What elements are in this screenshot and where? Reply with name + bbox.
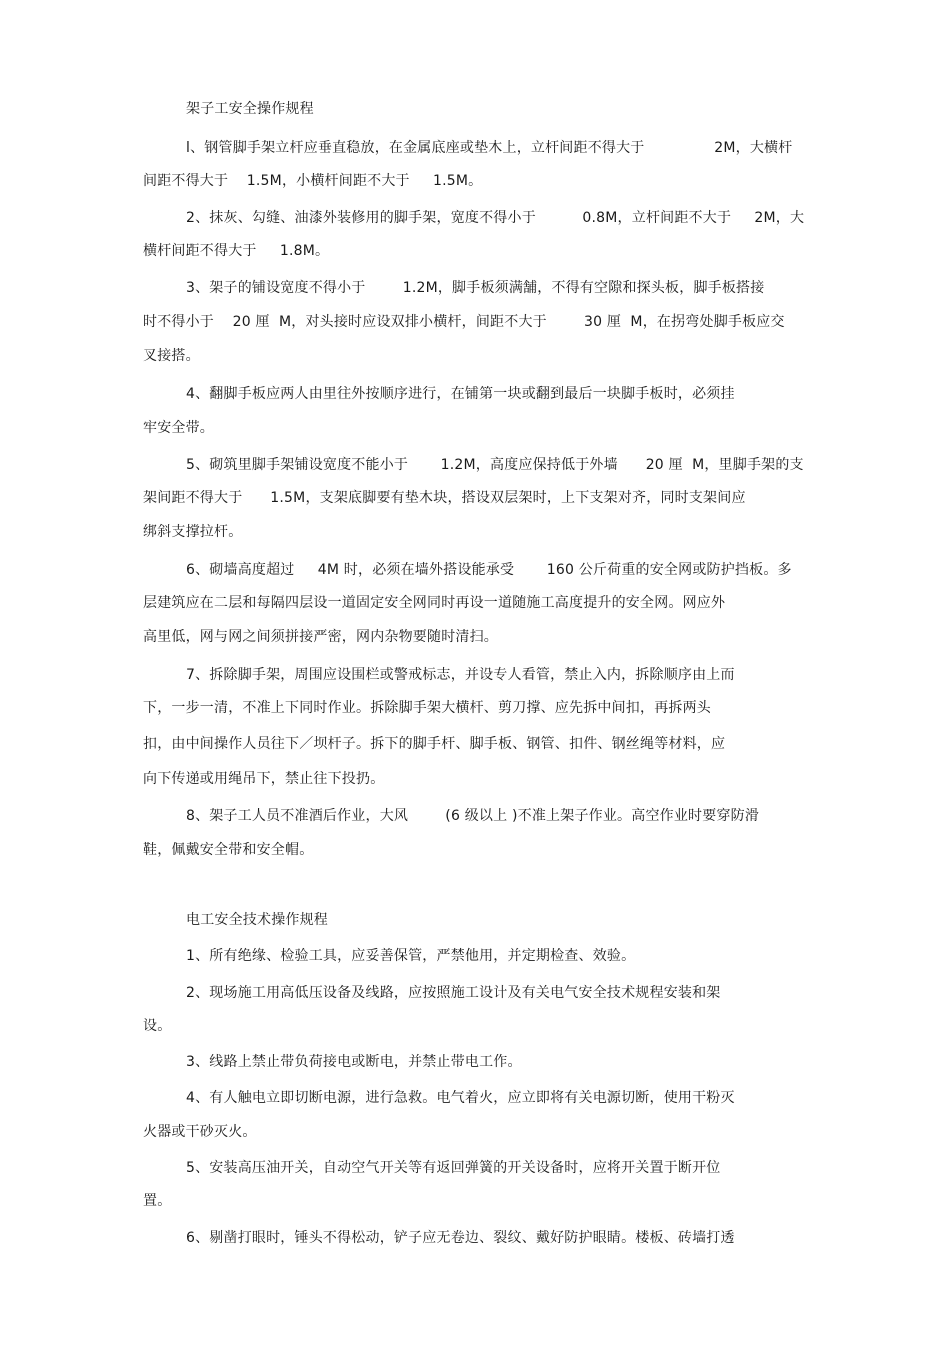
text-line: 5、安装高压油开关，自动空气开关等有返回弹簧的开关设备时，应将开关置于断开位 xyxy=(186,1160,721,1176)
text-line: 8、架子工人员不准酒后作业，大风 (6 级以上 )不准上架子作业。高空作业时要穿防滑 xyxy=(186,808,760,824)
text-line: 6、剔凿打眼时，锤头不得松动，铲子应无卷边、裂纹、戴好防护眼睛。楼板、砖墙打透 xyxy=(186,1230,735,1246)
text-line: 鞋，佩戴安全带和安全帽。 xyxy=(143,842,314,858)
text-line: 2、现场施工用高低压设备及线路，应按照施工设计及有关电气安全技术规程安装和架 xyxy=(186,985,721,1001)
text-line: 3、架子的铺设宽度不得小于 1.2M，脚手板须满舗，不得有空隙和探头板，脚手板搭接 xyxy=(186,280,765,296)
text-line: 7、拆除脚手架，周围应设围栏或警戒标志，并设专人看管，禁止入内，拆除顺序由上而 xyxy=(186,667,735,683)
text-line: 间距不得大于 1.5M，小横杆间距不大于 1.5M。 xyxy=(143,173,483,189)
text-line: 下，一步一清，不准上下同时作业。拆除脚手架大横杆、剪刀撑、应先拆中间扣，再拆两头 xyxy=(143,700,711,716)
text-line: 架间距不得大于 1.5M，支架底脚要有垫木块，搭设双层架时，上下支架对齐，同时支架间应 xyxy=(143,490,746,506)
text-line: 4、翻脚手板应两人由里往外按顺序进行，在铺第一块或翻到最后一块脚手板时，必须挂 xyxy=(186,386,735,402)
text-line: 牢安全带。 xyxy=(143,420,214,436)
text-line: 1、所有绝缘、检验工具，应妥善保管，严禁他用，并定期检查、效验。 xyxy=(186,948,636,964)
text-line: 向下传递或用绳吊下，禁止往下投扔。 xyxy=(143,771,385,787)
text-line: 5、砌筑里脚手架铺设宽度不能小于 1.2M，高度应保持低于外墙 20 厘 M，里脚手架的支 xyxy=(186,457,804,473)
text-line: 3、线路上禁止带负荷接电或断电，并禁止带电工作。 xyxy=(186,1054,522,1070)
section-title-scaffolding: 架子工安全操作规程 xyxy=(186,101,314,117)
text-line: 绑斜支撑拉杆。 xyxy=(143,524,243,540)
text-line: 置。 xyxy=(143,1193,172,1209)
text-line: 6、砌墙高度超过 4M 时，必须在墙外搭设能承受 160 公斤荷重的安全网或防护挡板。多 xyxy=(186,562,792,578)
text-line: 时不得小于 20 厘 M，对头接时应设双排小横杆，间距不大于 30 厘 M，在拐弯处脚手板应交 xyxy=(143,314,785,330)
text-line: 设。 xyxy=(143,1018,172,1034)
text-line: 层建筑应在二层和每隔四层设一道固定安全网同时再设一道随施工高度提升的安全网。网应外 xyxy=(143,595,726,611)
text-line: 叉接搭。 xyxy=(143,348,200,364)
text-line: l、钢管脚手架立杆应垂直稳放，在金属底座或垫木上，立杆间距不得大于 2M，大横杆 xyxy=(186,140,793,156)
text-line: 高里低，网与网之间须拼接严密，网内杂物要随时清扫。 xyxy=(143,629,498,645)
text-line: 横杆间距不得大于 1.8M。 xyxy=(143,243,330,259)
text-line: 2、抹灰、勾缝、油漆外装修用的脚手架，宽度不得小于 0.8M，立杆间距不大于 2M，大 xyxy=(186,210,805,226)
text-line: 4、有人触电立即切断电源，进行急救。电气着火，应立即将有关电源切断，使用干粉灭 xyxy=(186,1090,735,1106)
text-line: 火器或干砂灭火。 xyxy=(143,1124,257,1140)
text-line: 扣，由中间操作人员往下／坝杆子。拆下的脚手杆、脚手板、钢管、扣件、钢丝绳等材料，应 xyxy=(143,736,726,752)
section-title-electrical: 电工安全技术操作规程 xyxy=(186,912,328,928)
